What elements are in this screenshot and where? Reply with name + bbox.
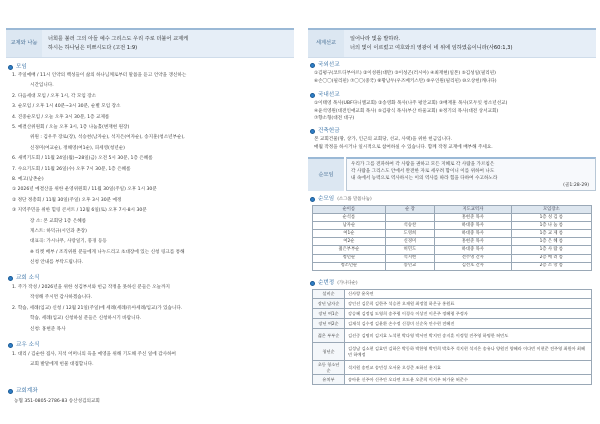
sun-label: 순모임 xyxy=(308,157,344,191)
table-row xyxy=(313,262,592,270)
list-item: ③ 지역주민을 위한 힐링 콘서트 / 12월 6일(토) 오후 7시-8시 30분 xyxy=(12,208,147,214)
table-cell: 1층 은 혜 룸 xyxy=(511,238,591,246)
table-row xyxy=(313,361,592,375)
table-cell: 젊은부부순 xyxy=(313,246,386,254)
table-row xyxy=(313,309,592,319)
table-cell: 전주영 간사 xyxy=(435,254,512,262)
fellowship-verse xyxy=(42,30,294,57)
list-item: 1. 대리 / 김순한 집사, 지석 어머니의 육을 예영을 위해 기도해 주신 일에 감사하여 xyxy=(12,352,176,357)
list-item: 4. 진중순모임 / 오늘 오후 3시 30분, 1층 교제룸 xyxy=(12,114,110,120)
mission-verse xyxy=(344,30,596,57)
list-item: 5. 예결산위원회 / 오늘 오후 3시, 1층 나눔홀(변재현 원장) xyxy=(12,125,130,130)
groups-header-cell: 순 장 xyxy=(385,206,434,214)
list-item: ①김평구(코트디부아르) ②이성원(대만) ③이성곤(러시아) ④최재현(일본) ⑤김성일(필리핀) xyxy=(314,71,496,76)
sun-verse-line1: 우리가 그를 전파하여 각 사람을 권하고 모든 지혜로 각 사람을 가르침은 xyxy=(351,162,495,167)
list-item: 1. 주일예배 / 11시 인약의 백성들이 삶의 하나님께로부터 말씀을 듣고 언약을 갱신하는 xyxy=(12,73,187,78)
fellowship-verse-line1: 너희를 불러 그의 아들 예수 그리스도 우리 주로 더불어 교제케 xyxy=(48,36,189,43)
section-bullet-icon xyxy=(8,389,13,394)
church-news-title xyxy=(8,275,39,282)
fellowship-verse-box xyxy=(6,28,294,58)
table-row xyxy=(313,375,592,385)
table-cell: 송민교 xyxy=(385,262,434,270)
mission-verse-line1: 일어나라 빛을 발하라. xyxy=(350,36,401,43)
table-cell: 홍현준 목사 xyxy=(435,214,512,222)
duty-members: 송아윤 신주아 신주안 오다연 오도윤 오준희 이지우 허가윤 허준수 xyxy=(345,375,592,385)
sun-verse-line2: 각 사람을 그리스도 안에서 완전한 자로 세우려 함이니 이를 위하여 나도 xyxy=(351,169,495,174)
table-cell: 홍현준 목사 xyxy=(435,238,512,246)
table-cell: 남자순 xyxy=(313,222,386,230)
list-item: 신청: 홍현준 목사 xyxy=(30,326,66,332)
section-bullet-icon xyxy=(310,197,315,202)
list-item: 작성해 주시면 감사하겠습니다. xyxy=(30,295,93,301)
groups-title xyxy=(310,196,372,203)
duty-members: 김선중 김명미 김지효 노석현 박다영 박서연 박지연 송지훈 이정열 진주영 하명한 허민도 xyxy=(345,329,592,343)
duty-group-label: 장년 여1순 xyxy=(313,309,345,319)
table-row xyxy=(313,343,592,361)
table-cell: 1층 교 제 룸 xyxy=(511,230,591,238)
duty-group-label: 장년 남자순 xyxy=(313,299,345,309)
list-item: 장 소: 본 교회당 1층 은혜룸 xyxy=(30,218,87,224)
list-item: 3. 순모임 / 오후 1시 40분~3시 30분, 순별 모임 장소 xyxy=(12,104,121,110)
list-item: ④윤석영원(대전인애교회 목사) ⑤김광식 목사(부산 바울교회) ⑥정기의 목사(대전 상서교회) xyxy=(314,108,499,114)
worship-title-text: 모임 xyxy=(16,64,27,70)
table-cell: 여1순 xyxy=(313,230,386,238)
list-item: 본 교회건물(땅, 상가, 인근의 교회당, 선교, 사택)을 위한 헌금입니다. xyxy=(314,137,452,142)
table-row xyxy=(313,238,592,246)
duty-title-text: 순번정 xyxy=(318,280,335,286)
table-cell: 신경미 xyxy=(385,238,434,246)
account-title-text: 교회계좌 xyxy=(16,388,38,394)
account-title xyxy=(8,388,38,395)
duty-table xyxy=(312,289,592,385)
table-cell: 청소년순 xyxy=(313,262,386,270)
table-cell: 석승찬 xyxy=(385,222,434,230)
church-news-title-text: 교회 소식 xyxy=(16,275,40,281)
duty-group-label: 유치부 xyxy=(313,375,345,385)
list-item: 학습, 세례(입교) 신청하실 분들은 신청하시기 바랍니다. xyxy=(30,316,142,322)
sun-verse-box xyxy=(346,157,596,191)
duty-members: 강승혜 김정임 도영희 송주령 이경숙 이상진 이은주 정혜령 주정자 xyxy=(345,309,592,319)
groups-subtitle: (소그룹 말씀나눔) xyxy=(337,196,372,202)
duty-members: 강인선 김문희 김한주 석승찬 오재원 최정열 하은규 홍원표 xyxy=(345,299,592,309)
table-row xyxy=(313,222,592,230)
table-row xyxy=(313,299,592,309)
list-item: ① 2026년 예결산을 위한 운영위원회 / 11월 30일(주일) 오후 1시 30분 xyxy=(12,187,157,193)
table-cell: 석지현 xyxy=(385,254,434,262)
list-item: ①이태영 목사(UBF다니엘교회) ②송영화 목사(나주 평안교회) ③배재훈 목사(모두잇 청소년선교) xyxy=(314,101,508,106)
table-cell: 도영희 xyxy=(385,230,434,238)
list-item: 신경미(여교순), 정해영(여1순), 피세영(청년순) xyxy=(30,145,125,151)
list-item: 대표곡: 가시나무, 사랑일기, 풍경 등등 xyxy=(30,239,107,245)
domestic-mission-title-text: 국내선교 xyxy=(318,92,340,98)
groups-header-cell: 순이름 xyxy=(313,206,386,214)
sun-verse-ref: (골1:28-29) xyxy=(563,183,589,188)
list-item: 위원 : 김우주 장로(장), 석승천(남자순), 석지은(여자순), 송지훈(청소년부순), xyxy=(30,135,185,141)
mission-verse-box xyxy=(308,28,596,58)
table-cell: 여2순 xyxy=(313,238,386,246)
list-item: 시간입니다. xyxy=(30,83,54,89)
member-news-title-text: 교우 소식 xyxy=(16,342,40,348)
list-item: 2. 학습, 세례(입교) 신청 / 12월 21일(주일)에 세례(세례/유아세례/입교)가 있습니다. xyxy=(12,305,183,311)
section-bullet-icon xyxy=(8,343,13,348)
list-item: ※ 티켓 배부 / 조직위원 분들에게 나누드리고 초대장에 있는 신청 링크를 통해 xyxy=(30,249,185,255)
sun-verse-line3: 내 속에서 능력으로 역사하시는 이의 역사를 따라 힘을 다하여 수고하노라 xyxy=(351,176,498,181)
groups-header-cell: 지도교역자 xyxy=(435,206,512,214)
table-cell: 김선호 간사 xyxy=(435,262,512,270)
duty-members: 김성남 김소현 김효빈 김하은 박동하 박한영 박민희 박호주 석지현 석지은 송유나 양원진 양혜라 이다빈 이현준 전주영 최원아 최혜민 하예정 xyxy=(345,343,592,361)
table-row xyxy=(313,254,592,262)
groups-table-body xyxy=(313,214,592,271)
list-item: 8. 예고(남촌순) xyxy=(12,177,44,182)
list-item: ⑥손〇〇(필리핀) ⑦〇〇(중국) ⑧황남두(우즈베키스탄) ⑨우인원(필리핀) ⑩오상헌(캐나다) xyxy=(314,78,497,84)
fellowship-verse-line2: 하시는 하나님은 미쁘시도다 (고전 1:9) xyxy=(48,44,138,51)
groups-header-cell: 모임장소 xyxy=(511,206,591,214)
list-item: 6. 새벽기도회 / 11월 24일(월)~28일(금) 오전 5시 30분, 1층 은혜룸 xyxy=(12,156,153,162)
duty-title xyxy=(310,280,358,287)
duty-group-label: 젊은 부부순 xyxy=(313,329,345,343)
table-row xyxy=(313,230,592,238)
table-row xyxy=(313,319,592,329)
duty-subtitle: (가나다순) xyxy=(337,280,358,286)
worship-section-title xyxy=(8,64,27,71)
fellowship-label: 교제와 나눔 xyxy=(6,30,42,57)
groups-table xyxy=(312,205,592,271)
duty-members: 김재석 김수정 김윤환 손수정 신경미 신순옥 안수현 전혜진 xyxy=(345,319,592,329)
table-cell: 2층 배 려 룸 xyxy=(511,254,591,262)
list-item: ⑦향소형(대전 대구) xyxy=(314,116,355,121)
section-bullet-icon xyxy=(310,281,315,286)
list-item: 2. 다음세대 모임 / 오후 1시, 각 모임 장소 xyxy=(12,93,97,99)
section-bullet-icon xyxy=(8,276,13,281)
section-bullet-icon xyxy=(8,65,13,70)
domestic-mission-title xyxy=(310,92,340,99)
table-cell: 1층 사 람 룸 xyxy=(511,246,591,254)
section-bullet-icon xyxy=(310,129,315,134)
duty-members: 신사랑 윤옥연 xyxy=(345,290,592,299)
table-row xyxy=(313,290,592,299)
mission-label: 세계선교 xyxy=(308,30,344,57)
table-cell: 하대중 목사 xyxy=(435,246,512,254)
building-fund-title xyxy=(310,128,340,135)
duty-group-label: 장년 여2순 xyxy=(313,319,345,329)
table-cell xyxy=(385,214,434,222)
table-row xyxy=(313,246,592,254)
section-bullet-icon xyxy=(310,93,315,98)
table-cell: 허민도 xyxy=(385,246,434,254)
duty-group-label: 초등 청소년순 xyxy=(313,361,345,375)
list-item: 신청 안내를 부탁드립니다. xyxy=(30,260,84,266)
list-item: 매월 작정을 하시거나 일시적으로 참여하실 수 있습니다. 함께 작정 교재에 배부해 주세요. xyxy=(314,144,493,150)
mission-verse-line2: 너의 빛이 이르렀고 여호와의 영광이 네 위에 임하였음이니라(사60:1,3) xyxy=(350,44,513,51)
groups-table-header xyxy=(313,206,592,214)
groups-title-text: 순모임 xyxy=(318,196,335,202)
duty-group-label: 설비순 xyxy=(313,290,345,299)
table-cell: 하대중 목사 xyxy=(435,230,512,238)
overseas-mission-title-text: 국외선교 xyxy=(318,62,340,68)
table-cell: 하대중 목사 xyxy=(435,222,512,230)
building-fund-title-text: 건축헌금 xyxy=(318,128,340,134)
table-row xyxy=(313,214,592,222)
duty-table-body xyxy=(313,290,592,385)
duty-group-label: 청년순 xyxy=(313,343,345,361)
list-item: 7. 수요기도회 / 11월 26일(수) 오후 7시 30분, 1층 은혜룸 xyxy=(12,166,131,172)
list-item: 게스트: 하덕규(시인과 촌장) xyxy=(30,229,87,234)
duty-members: 석지원 송민교 송민성 오서윤 오성준 조하선 홍지효 xyxy=(345,361,592,375)
list-item: ② 정단 정총회 / 11월 30일(주일) 오후 3시 30분 예정 xyxy=(12,197,122,203)
list-item: 교회 발달에게 헌물 대접합니다. xyxy=(30,362,94,368)
account-number: 농협 351-0805-2786-83 송산성김의교회 xyxy=(14,399,100,404)
table-cell: 청년순 xyxy=(313,254,386,262)
table-cell: 1층 나 눔 룸 xyxy=(511,222,591,230)
list-item: 1. 주가 작성 / 2026년을 위한 성김부서와 헌금 작정을 못하신 분들은 오늘까지 xyxy=(12,285,170,290)
table-cell: 1층 성 김 룸 xyxy=(511,214,591,222)
member-news-title xyxy=(8,342,39,349)
table-cell: 2층 소 망 룸 xyxy=(511,262,591,270)
section-bullet-icon xyxy=(310,63,315,68)
overseas-mission-title xyxy=(310,62,340,69)
table-row xyxy=(313,329,592,343)
table-cell: 순석룸 xyxy=(313,214,386,222)
